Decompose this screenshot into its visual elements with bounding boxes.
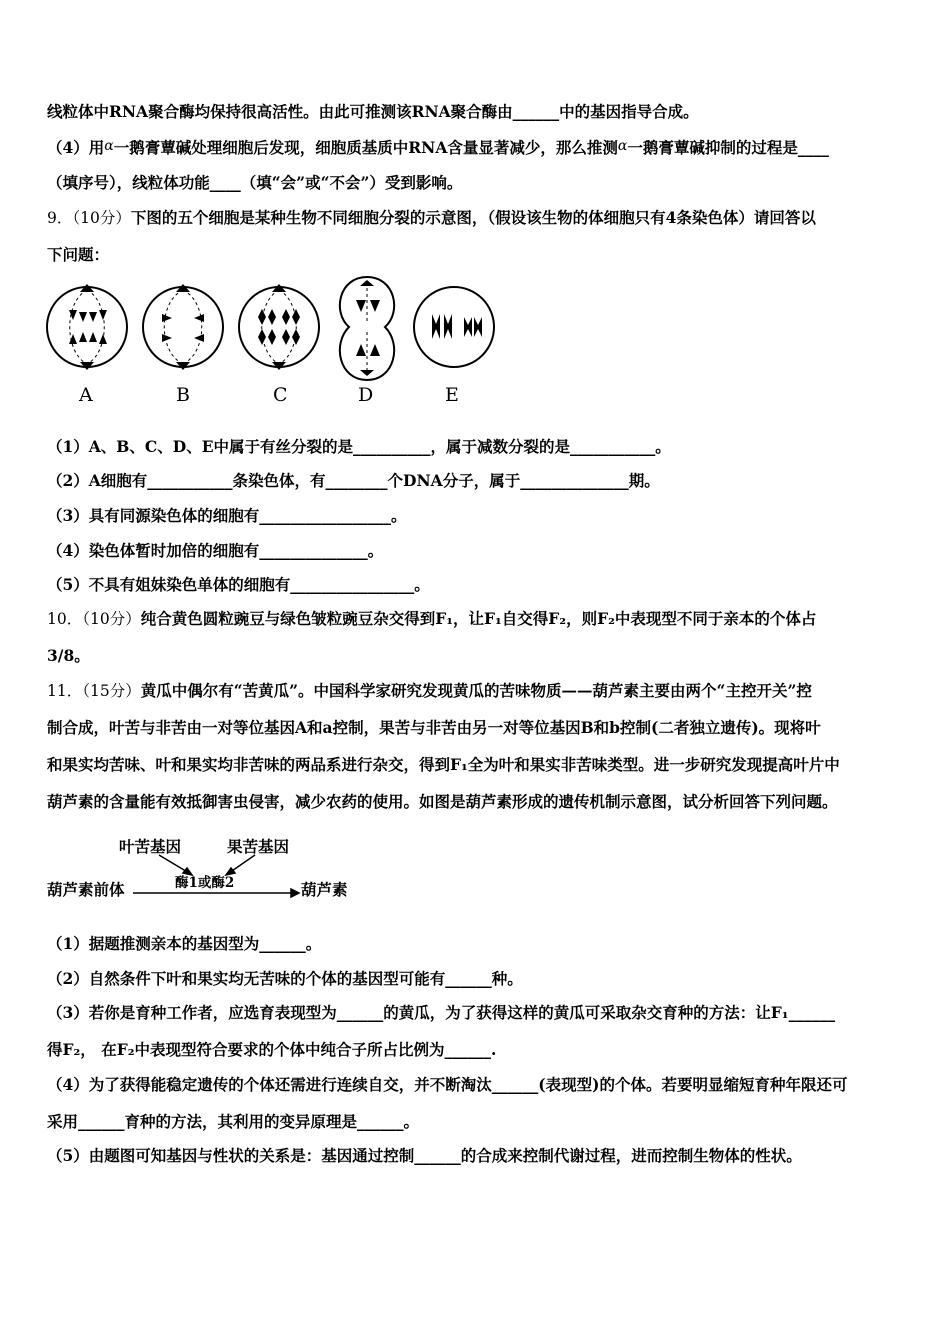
gene-mechanism-diagram [47,833,367,903]
text-segment: （4）用 [47,138,105,157]
question-text: 纯合黄色圆粒豌豆与绿色皱粒豌豆杂交得到F₁，让F₁自交得F₂，则F₂中表现型不同于亲本的个体占 [140,609,817,628]
precursor-label: 葫芦素前体 [47,880,125,899]
question-9-4: （4）染色体暂时加倍的细胞有______________。 [47,541,384,560]
cell-a [47,287,127,367]
cell-label-e: E [445,384,459,406]
question-text: 下图的五个细胞是某种生物不同细胞分裂的示意图，（假设该生物的体细胞只有4条染色体）请回答以 [130,208,816,227]
enzyme-label: 酶1或酶2 [175,875,235,891]
question-11-2: （2）自然条件下叶和果实均无苦味的个体的基因型可能有______种。 [47,969,523,988]
text-segment: 一鹅膏蕈碱抑制的过程是____ [627,138,829,157]
question-9-5: （5）不具有姐妹染色单体的细胞有________________。 [47,575,430,594]
cell-label-a: A [79,384,93,406]
question-11-5: （5）由题图可知基因与性状的关系是：基因通过控制______的合成来控制代谢过程，进而控制生物体的性状。 [47,1146,802,1165]
question-text: 黄瓜中偶尔有“苦黄瓜”。中国科学家研究发现黄瓜的苦味物质——葫芦素主要由两个“主控开关”控 [140,681,812,700]
cell-label-b: B [176,384,190,406]
text-line: （填序号），线粒体功能____（填“会”或“不会”）受到影响。 [47,173,463,192]
question-number: 9．（10分） [47,209,131,227]
cell-division-figure [44,272,504,416]
alpha-symbol: α [617,138,628,154]
question-number: 10．（10分） [47,610,141,628]
gene-fruit-label: 果苦基因 [227,837,290,856]
question-11-3: （3）若你是育种工作者，应选育表现型为______的黄瓜，为了获得这样的黄瓜可采取杂交育种的方法：让F₁______ [47,1003,836,1022]
question-9-1: （1）A、B、C、D、E中属于有丝分裂的是__________，属于减数分裂的是___________。 [47,437,671,456]
text-line: 和果实均苦味、叶和果实均非苦味的两品系进行杂交，得到F₁全为叶和果实非苦味类型。进一步研究发现提高叶片中 [47,755,840,774]
cell-label-c: C [273,384,288,406]
question-11-1: （1）据题推测亲本的基因型为______。 [47,934,322,953]
question-9-3: （3）具有同源染色体的细胞有_________________。 [47,506,407,525]
text-segment: 一鹅膏蕈碱处理细胞后发现，细胞质基质中RNA含量显著减少，那么推测 [113,138,618,157]
alpha-symbol: α [104,138,114,154]
text-line: 葫芦素的含量能有效抵御害虫侵害，减少农药的使用。如图是葫芦素形成的遗传机制示意图，试分析回答下列问题。 [47,792,838,811]
question-8-4 [47,135,829,159]
question-9-2: （2）A细胞有___________条染色体，有________个DNA分子，属于______________期。 [47,471,660,490]
question-11-stem [47,680,812,702]
product-label: 葫芦素 [301,880,348,899]
gene-leaf-label: 叶苦基因 [119,837,182,856]
question-11-4: （4）为了获得能稳定遗传的个体还需进行连续自交，并不断淘汰______(表现型)的个体。若要明显缩短育种年限还可 [47,1075,848,1094]
text-line: 线粒体中RNA聚合酶均保持很高活性。由此可推测该RNA聚合酶由______中的基因指导合成。 [47,102,699,121]
text-line: 采用______育种的方法，其利用的变异原理是______。 [47,1112,420,1131]
question-10 [47,608,816,630]
text-line: 下问题： [47,245,110,264]
text-line: 制合成，叶苦与非苦由一对等位基因A和a控制，果苦与非苦由另一对等位基因B和b控制(二者独立遗传)。现将叶 [47,718,821,737]
text-line: 3/8。 [47,646,90,665]
cell-b [143,287,223,367]
question-number: 11．（15分） [47,682,141,700]
cell-label-d: D [358,384,374,406]
question-9-stem [47,207,816,229]
text-line: 得F₂， 在F₂中表现型符合要求的个体中纯合子所占比例为______. [47,1040,497,1059]
cell-c [239,287,319,367]
arrow-lines [47,833,367,903]
